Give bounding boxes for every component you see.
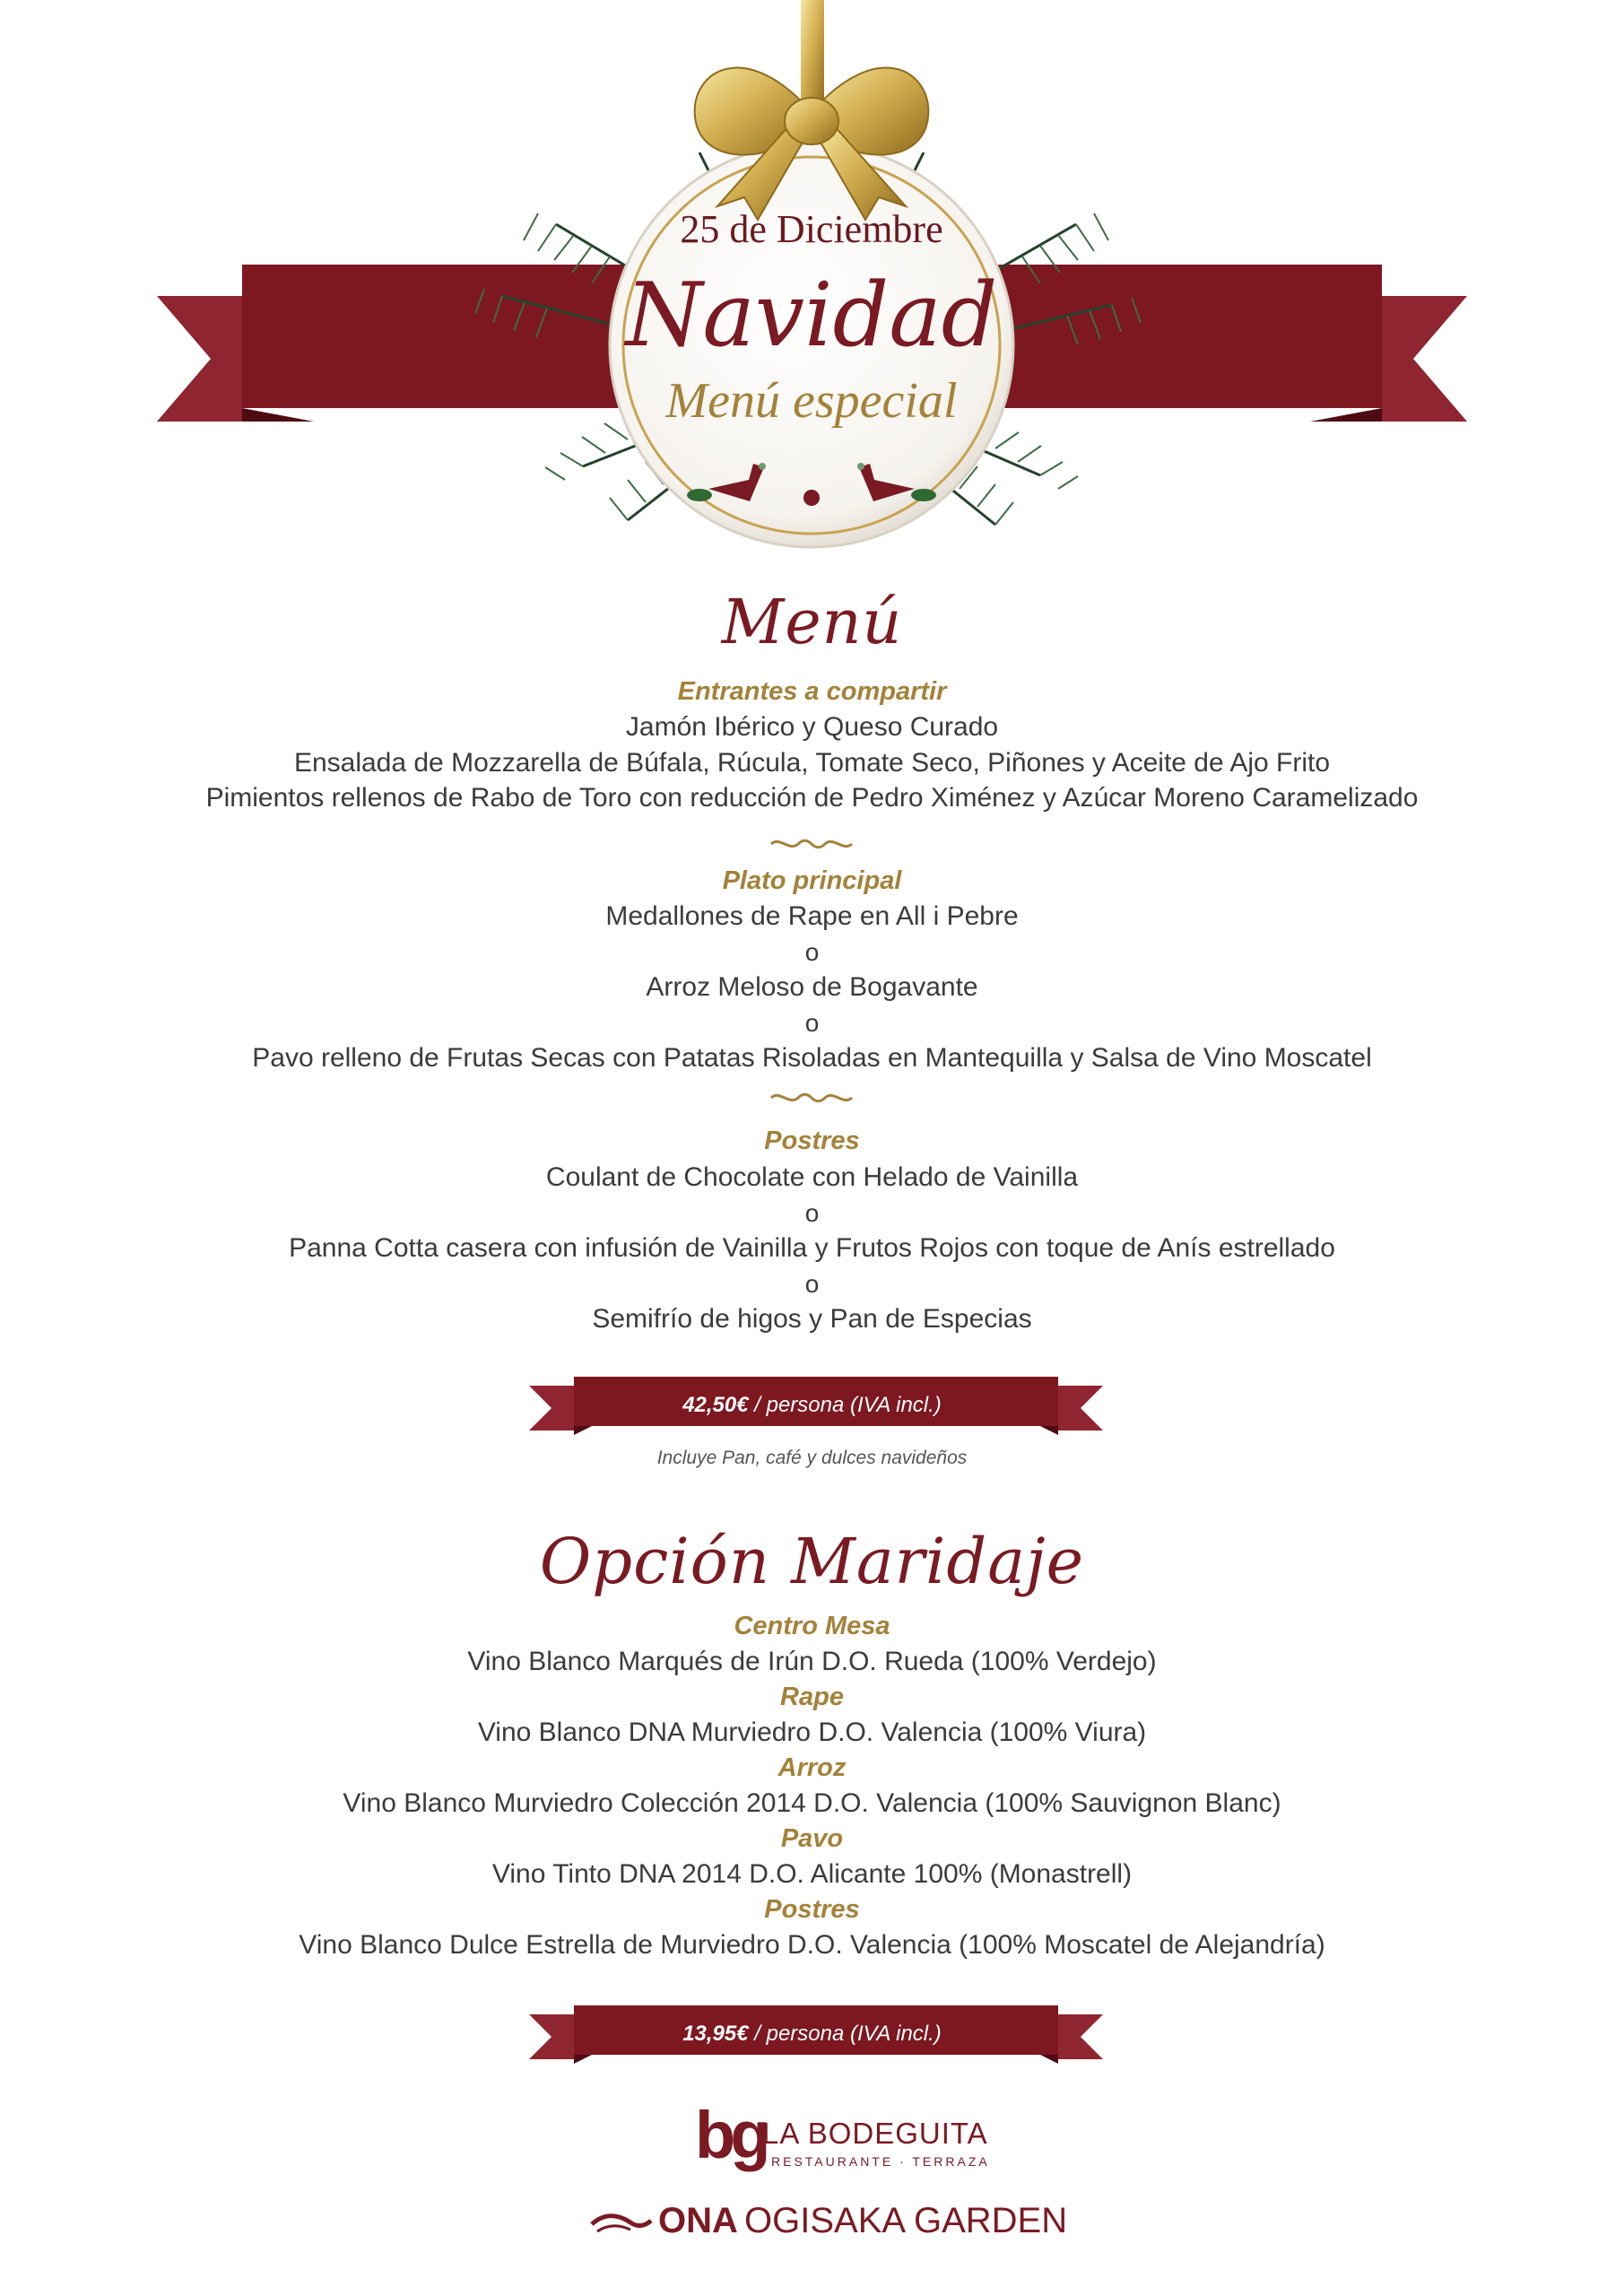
pairing-wine: Vino Blanco Marqués de Irún D.O. Rueda (100% Verdejo) <box>467 1647 1157 1676</box>
or-separator: o <box>804 938 820 966</box>
flourish-divider-icon <box>767 1090 856 1106</box>
pairing-heading: Opción Maridaje <box>539 1525 1085 1598</box>
menu-price-amount: 42,50€ <box>682 1393 749 1417</box>
ornament-subtitle: Menú especial <box>665 373 958 429</box>
or-separator: o <box>804 1009 820 1037</box>
la-bodeguita-logo <box>695 2097 990 2187</box>
header-ornament <box>0 0 1624 574</box>
bodeguita-name: LA BODEGUITA <box>762 2117 988 2150</box>
pairing-course: Rape <box>780 1683 844 1711</box>
pairing-course: Arroz <box>777 1753 847 1782</box>
or-separator: o <box>804 1270 820 1298</box>
bodeguita-sub: RESTAURANTE · TERRAZA <box>771 2154 990 2169</box>
menu-item: Semifrío de higos y Pan de Especias <box>592 1304 1032 1334</box>
section-title-postres: Postres <box>764 1126 860 1155</box>
pairing-price-amount: 13,95€ <box>682 2022 749 2046</box>
menu-item: Panna Cotta casera con infusión de Vainilla y Frutos Rojos con toque de Anís estrellado <box>289 1233 1335 1263</box>
ona-ogisaka-logo <box>590 2199 1068 2253</box>
menu-item: Arroz Meloso de Bogavante <box>646 972 978 1002</box>
section-title-plato-principal: Plato principal <box>722 866 902 895</box>
pairing-course: Pavo <box>780 1824 844 1853</box>
bodeguita-mark: bg <box>695 2098 766 2172</box>
pairing-price <box>0 2022 1624 2047</box>
menu-heading: Menú <box>721 587 903 658</box>
pairing-wine: Vino Blanco DNA Murviedro D.O. Valencia (100% Viura) <box>477 1718 1147 1747</box>
flourish-divider-icon <box>767 836 856 852</box>
section-title-entrantes: Entrantes a compartir <box>677 677 947 706</box>
menu-item: Medallones de Rape en All i Pebre <box>605 901 1019 931</box>
ornament-date: 25 de Diciembre <box>680 207 943 251</box>
pairing-wine: Vino Blanco Dulce Estrella de Murviedro D.O. Valencia (100% Moscatel de Alejandría) <box>299 1930 1325 1960</box>
menu-note: Incluye Pan, café y dulces navideños <box>656 1448 968 1468</box>
ornament-title: Navidad <box>625 265 998 367</box>
ona-rest-text: OGISAKA GARDEN <box>744 2201 1068 2240</box>
menu-item: Jamón Ibérico y Queso Curado <box>625 712 999 742</box>
pairing-course: Postres <box>764 1895 860 1924</box>
menu-item: Ensalada de Mozzarella de Búfala, Rúcula, Tomate Seco, Piñones y Aceite de Ajo Frito <box>293 748 1331 778</box>
pairing-wine: Vino Tinto DNA 2014 D.O. Alicante 100% (Monastrell) <box>491 1859 1133 1889</box>
menu-price <box>0 1393 1624 1418</box>
pairing-course: Centro Mesa <box>734 1612 890 1640</box>
menu-price-suffix: / persona (IVA incl.) <box>748 1393 942 1417</box>
wave-icon <box>590 2212 653 2235</box>
pairing-price-suffix: / persona (IVA incl.) <box>748 2022 942 2046</box>
or-separator: o <box>804 1199 820 1227</box>
menu-item: Pavo relleno de Frutas Secas con Patatas Risoladas en Mantequilla y Salsa de Vino Moscatel <box>252 1043 1372 1073</box>
menu-item: Coulant de Chocolate con Helado de Vainilla <box>545 1162 1079 1192</box>
menu-item: Pimientos rellenos de Rabo de Toro con reducción de Pedro Ximénez y Azúcar Moreno Caramelizado <box>205 783 1419 813</box>
ona-bold-text: ONA <box>658 2201 738 2240</box>
pairing-wine: Vino Blanco Murviedro Colección 2014 D.O. Valencia (100% Sauvignon Blanc) <box>343 1788 1281 1818</box>
